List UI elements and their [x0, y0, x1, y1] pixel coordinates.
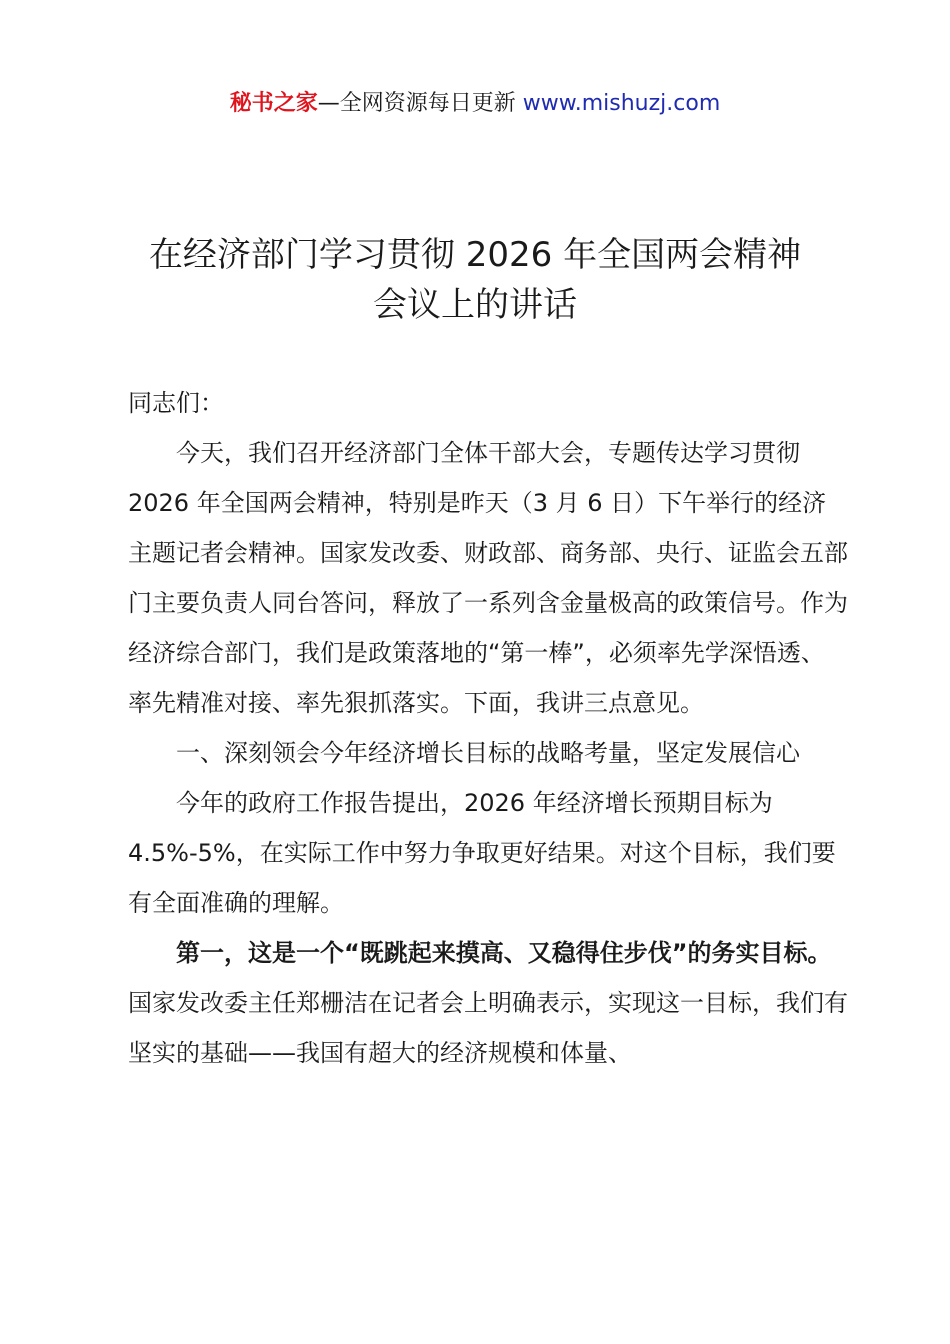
document-body	[128, 378, 848, 1078]
section-heading-1: 一、深刻领会今年经济增长目标的战略考量，坚定发展信心	[176, 739, 800, 767]
site-url-link[interactable]: www.mishuzj.com	[522, 91, 721, 116]
salutation: 同志们：	[128, 389, 224, 417]
paragraph-intro: 今天，我们召开经济部门全体干部大会，专题传达学习贯彻 2026 年全国两会精神，特别是昨天（3 月 6 日）下午举行的经济主题记者会精神。国家发改委、财政部、商务部、央行、证监会五部门主要负责人同台答问，释放了一系列含金量极高的政策信号。作为经济综合部门，我们是政策落地的“第一棒”，必须率先学深悟透、率先精准对接、率先狠抓落实。下面，我讲三点意见。	[128, 439, 848, 717]
site-brand[interactable]: 秘书之家	[229, 91, 318, 116]
paragraph-target: 今年的政府工作报告提出，2026 年经济增长预期目标为 4.5%-5%，在实际工作中努力争取更好结果。对这个目标，我们要有全面准确的理解。	[128, 789, 836, 917]
paragraph-point-1	[128, 928, 848, 1078]
point-1-heading: 第一，这是一个“既跳起来摸高、又稳得住步伐”的务实目标。	[176, 939, 832, 967]
document-title-line-2: 会议上的讲话	[373, 285, 577, 325]
site-header	[0, 88, 950, 120]
point-1-text: 国家发改委主任郑栅洁在记者会上明确表示，实现这一目标，我们有坚实的基础——我国有超大的经济规模和体量、	[128, 989, 848, 1067]
document-title	[0, 230, 950, 330]
document-title-line-1: 在经济部门学习贯彻 2026 年全国两会精神	[148, 235, 802, 275]
site-tagline: —全网资源每日更新	[317, 91, 523, 116]
